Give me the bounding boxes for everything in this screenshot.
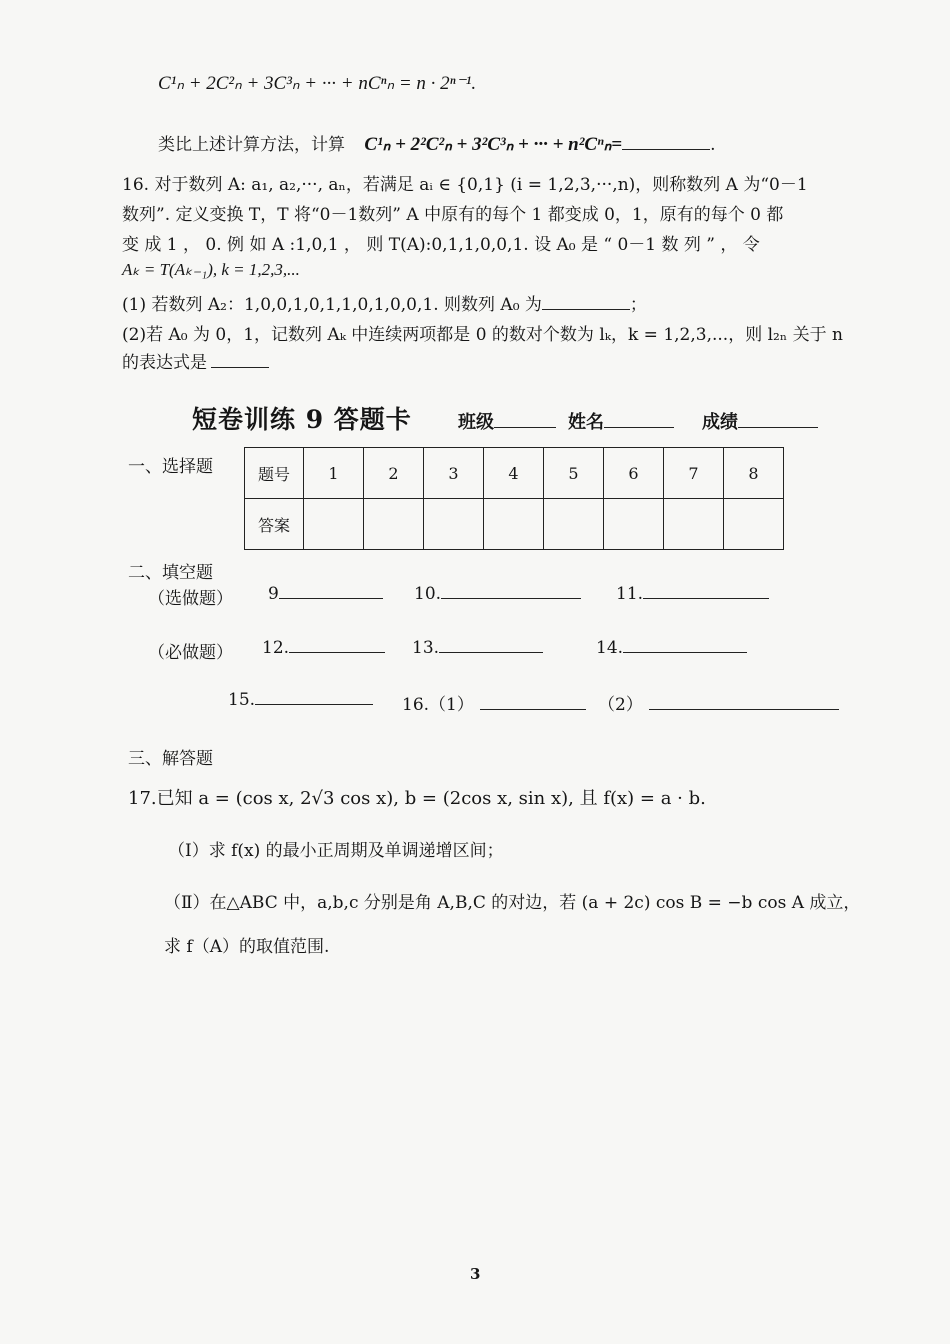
question-15-lead: 类比上述计算方法，计算: [158, 135, 345, 155]
blank-9-line: [279, 584, 383, 599]
question-number-cell: 4: [484, 448, 544, 499]
question-number-cell: 6: [604, 448, 664, 499]
question-number-cell: 5: [544, 448, 604, 499]
answer-cell[interactable]: [304, 499, 364, 550]
blank-14[interactable]: [596, 638, 747, 658]
question-17-part-2: （Ⅱ）在△ABC 中，a,b,c 分别是角 A,B,C 的对边，若 (a + 2c) cos B = −b cos A 成立，: [164, 893, 861, 913]
question-15-end: .: [710, 135, 716, 155]
score-blank: [738, 413, 818, 428]
section-fill-heading: 二、填空题: [128, 563, 213, 583]
binomial-identity-formula: C¹ₙ + 2C²ₙ + 3C³ₙ + ··· + nCⁿₙ = n · 2ⁿ⁻¹.: [158, 73, 477, 94]
page-number: 3: [470, 1265, 481, 1283]
answer-cell[interactable]: [544, 499, 604, 550]
blank-16-1-line: [480, 695, 586, 710]
question-number-cell: 2: [364, 448, 424, 499]
blank-10[interactable]: [414, 584, 581, 604]
question-17-part-2b: 求 f（A）的取值范围.: [164, 937, 330, 957]
score-label: 成绩: [702, 412, 738, 433]
question-16-part-1-text: (1) 若数列 A₂：1,0,0,1,0,1,1,0,1,0,0,1. 则数列 A₀ 为: [122, 295, 542, 315]
question-17-statement: 17.已知 a = (cos x, 2√3 cos x), b = (2cos x, sin x), 且 f(x) = a · b.: [128, 788, 706, 809]
blank-14-line: [623, 638, 747, 653]
required-label: （必做题）: [148, 643, 233, 663]
question-15-answer-blank: [622, 135, 710, 150]
blank-16-1-label: 16.（1）: [402, 695, 474, 715]
question-17-part-1: （I）求 f(x) 的最小正周期及单调递增区间；: [168, 841, 504, 861]
blank-12[interactable]: [262, 638, 385, 658]
question-16-part-1-blank: [542, 295, 630, 310]
answer-cell[interactable]: [724, 499, 784, 550]
answer-row: [245, 499, 784, 550]
question-16-line-4: Aₖ = T(Aₖ₋₁), k = 1,2,3,...: [122, 260, 300, 279]
question-number-cell: 7: [664, 448, 724, 499]
question-16-part-2-blank: [211, 353, 269, 368]
blank-15[interactable]: [228, 690, 373, 710]
answer-cell[interactable]: [664, 499, 724, 550]
optional-label: （选做题）: [148, 589, 233, 609]
class-label: 班级: [458, 412, 494, 433]
blank-15-line: [255, 690, 373, 705]
blank-11[interactable]: [616, 584, 769, 604]
name-label: 姓名: [568, 412, 604, 433]
blank-16-1[interactable]: [402, 690, 586, 715]
question-number-cell: 8: [724, 448, 784, 499]
class-blank: [494, 413, 556, 428]
question-number-cell: 3: [424, 448, 484, 499]
class-field[interactable]: [458, 408, 556, 434]
blank-13-label: 13.: [412, 638, 440, 658]
question-number-cell: 1: [304, 448, 364, 499]
score-field[interactable]: [702, 408, 818, 434]
name-field[interactable]: [568, 408, 674, 434]
question-16-part-2b: [122, 348, 269, 373]
blank-12-label: 12.: [262, 638, 290, 658]
answer-cell[interactable]: [604, 499, 664, 550]
section-solve-heading: 三、解答题: [128, 749, 213, 769]
blank-16-2-line: [649, 695, 839, 710]
blank-10-label: 10.: [414, 584, 442, 604]
question-16-part-2b-text: 的表达式是: [122, 353, 207, 373]
question-16-line-3: 变 成 1 ， 0. 例 如 A :1,0,1 ， 则 T(A):0,1,1,0,0,1. 设 A₀ 是 “ 0－1 数 列 ” ， 令: [122, 235, 760, 255]
blank-16-2-label: （2）: [598, 695, 643, 715]
answer-cell[interactable]: [364, 499, 424, 550]
question-number-header: 题号: [245, 448, 304, 499]
blank-12-line: [289, 638, 385, 653]
blank-14-label: 14.: [596, 638, 624, 658]
section-choice-heading: 一、选择题: [128, 457, 213, 477]
question-16-part-1-end: ；: [629, 295, 647, 315]
name-blank: [604, 413, 674, 428]
blank-11-line: [643, 584, 769, 599]
question-number-row: [245, 448, 784, 499]
blank-9-label: 9: [268, 584, 279, 604]
question-16-part-2: (2)若 A₀ 为 0，1，记数列 Aₖ 中连续两项都是 0 的数对个数为 lₖ，k = 1,2,3,...，则 l₂ₙ 关于 n: [122, 325, 843, 345]
blank-16-2[interactable]: [598, 690, 839, 715]
choice-answer-table: [244, 447, 784, 550]
question-16-line-2: 数列”. 定义变换 T，T 将“0－1数列” A 中原有的每个 1 都变成 0，1，原有的每个 0 都: [122, 205, 784, 225]
question-15-formula: C¹ₙ + 2²C²ₙ + 3²C³ₙ + ··· + n²Cⁿₙ=: [364, 134, 623, 155]
blank-11-label: 11.: [616, 584, 644, 604]
question-15-line: [158, 130, 716, 156]
question-16-line-1: 16. 对于数列 A: a₁, a₂,···, aₙ，若满足 aᵢ ∈ {0,1} (i = 1,2,3,···,n)，则称数列 A 为“0－1: [122, 175, 808, 195]
answer-cell[interactable]: [424, 499, 484, 550]
blank-15-label: 15.: [228, 690, 256, 710]
blank-13-line: [439, 638, 543, 653]
answer-card-title: 短卷训练 9 答题卡: [192, 405, 412, 434]
answer-header: 答案: [245, 499, 304, 550]
blank-9[interactable]: [268, 584, 383, 604]
answer-cell[interactable]: [484, 499, 544, 550]
blank-13[interactable]: [412, 638, 543, 658]
question-16-part-1: [122, 290, 647, 315]
blank-10-line: [441, 584, 581, 599]
